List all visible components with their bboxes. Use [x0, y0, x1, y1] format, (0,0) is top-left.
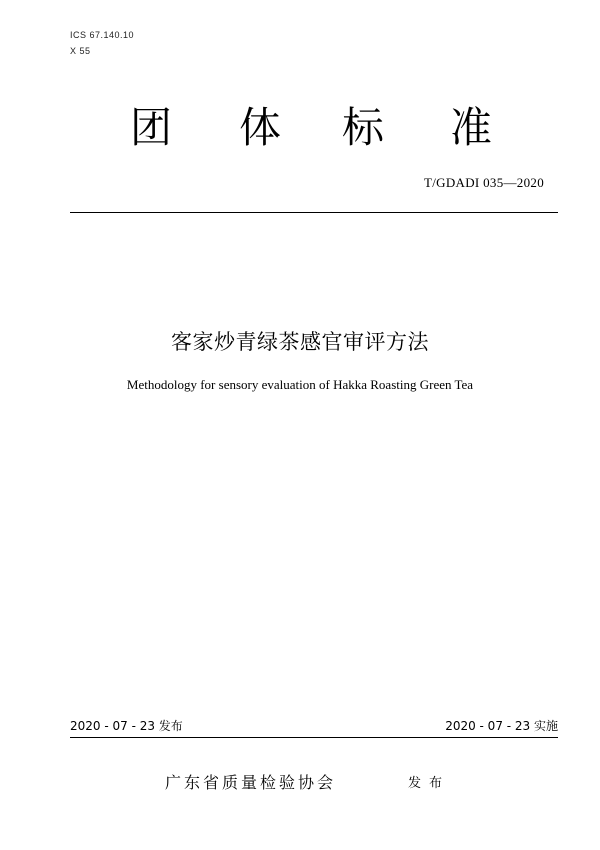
issuing-organization: 广东省质量检验协会: [165, 773, 337, 792]
document-type-char: 体: [239, 103, 282, 152]
footer-rule: [70, 737, 558, 738]
document-type-char: 团: [130, 103, 173, 152]
document-type-heading: [0, 100, 600, 160]
release-date: 2020 - 07 - 23 发布: [70, 719, 183, 733]
document-type-char: 准: [450, 103, 493, 152]
issued-label: 发布: [408, 776, 451, 791]
title-chinese: 客家炒青绿茶感官审评方法: [171, 330, 429, 354]
title-english: Methodology for sensory evaluation of Hakka Roasting Green Tea: [126, 377, 474, 392]
document-type-char: 标: [342, 103, 385, 152]
header-rule: [70, 212, 558, 213]
ccs-code: X 55: [70, 46, 91, 56]
standard-number: T/GDADI 035—2020: [424, 175, 544, 190]
implementation-date: 2020 - 07 - 23 实施: [445, 719, 558, 733]
ics-code: ICS 67.140.10: [70, 30, 135, 40]
